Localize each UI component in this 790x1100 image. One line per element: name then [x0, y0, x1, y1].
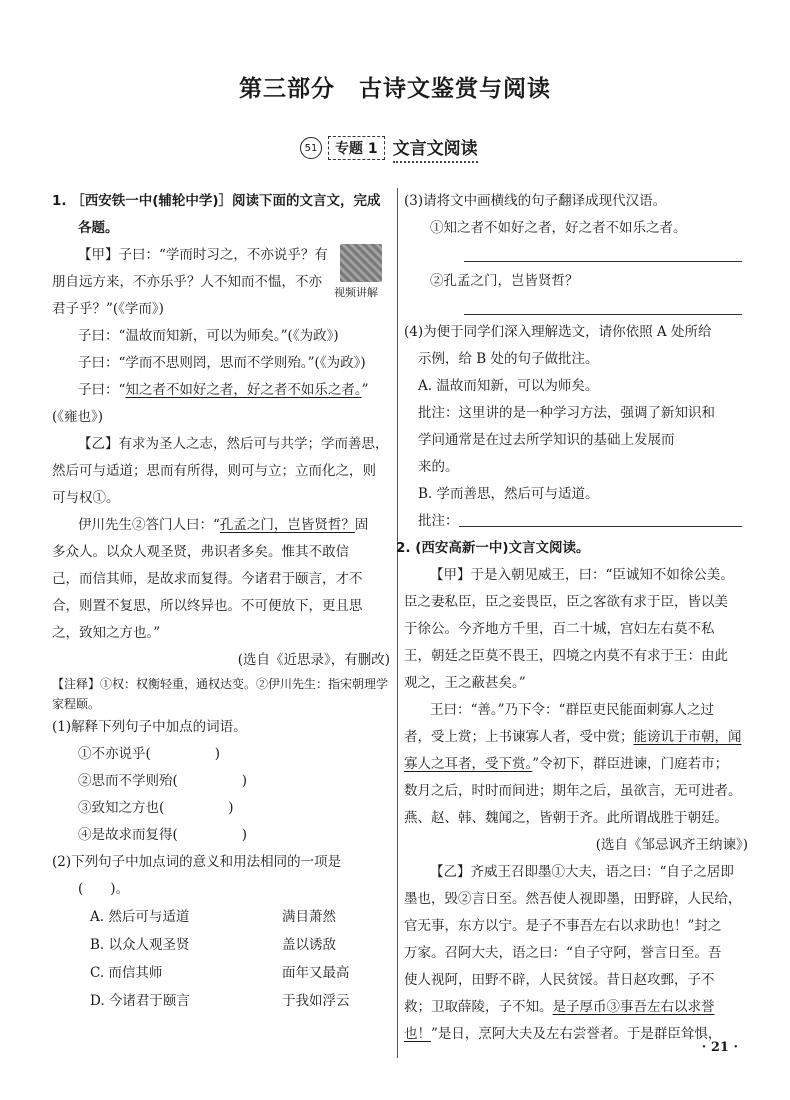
fill-item [52, 741, 390, 768]
page-title: 第三部分 古诗文鉴赏与阅读 [239, 76, 551, 102]
option-row[interactable] [52, 987, 390, 1015]
text: ”令初下，群臣进谏，门庭若市； [532, 756, 729, 772]
annotation: 【注释】①权：权衡轻重，通权达变。②伊川先生：指宋朝理学 [52, 677, 389, 691]
translate-item: ②孔孟之门，岂皆贤哲？ [430, 273, 579, 289]
text: ”是日，烹阿大夫及左右尝誉者。于是群臣耸惧， [431, 1026, 722, 1042]
yi-line: 【乙】有求为圣人之志，然后可与共学；学而善思， [78, 436, 389, 452]
left-column [52, 188, 390, 1015]
text: ③致知之方也( [78, 800, 165, 816]
video-label: 视频讲解 [334, 286, 378, 299]
translate-item: ①知之者不如好之者，好之者不如乐之者。 [430, 220, 687, 236]
text: 固 [354, 517, 369, 533]
text: ) [241, 827, 248, 843]
option-left: C. 而信其师 [90, 965, 163, 981]
yi-line: 使人视阿，田野不辟，人民贫馁。昔日赵攻鄄，子不 [404, 972, 715, 988]
topic-tag: 专题 1 [328, 136, 385, 160]
text: ②思而不学则殆( [78, 773, 178, 789]
text: ①不亦说乎( [78, 746, 151, 762]
fill-item [52, 822, 390, 849]
q1-heading-cont: 各题。 [78, 220, 119, 236]
text: 救；卫取薛陵，子不知。 [404, 999, 553, 1015]
yi-line [404, 994, 748, 1021]
fill-item [52, 795, 390, 822]
jia-line: 臣之妻私臣，臣之妾畏臣，臣之客欲有求于臣，皆以美 [404, 594, 728, 610]
note-a: 学问通常是在过去所学知识的基础上发展而 [418, 432, 675, 448]
jia-line: 【甲】子曰：“学而时习之，不亦说乎？有 [78, 247, 328, 263]
fill-item [52, 768, 390, 795]
option-left: D. 今诸君于颐言 [90, 993, 190, 1009]
underlined-sentence: 寡人之耳者，受下赏。 [404, 756, 533, 772]
note-b [404, 508, 748, 535]
note-a: 来的。 [418, 459, 459, 475]
text: ” [361, 382, 369, 398]
underlined-sentence: 能谤讥于市朝，闻 [633, 729, 742, 745]
jia-line: 燕、赵、韩、魏闻之，皆朝于齐。此所谓战胜于朝廷。 [404, 810, 728, 826]
option-right: 于我如浮云 [282, 993, 350, 1009]
jia-line: 朋自远方来，不亦乐乎？人不知而不愠，不亦 [52, 274, 322, 290]
text: ) [228, 800, 234, 816]
yi-line: 己，而信其师，是故求而复得。今诸君于颐言，才不 [52, 571, 363, 587]
sub-question-3: (3)请将文中画横线的句子翻译成现代汉语。 [404, 193, 667, 209]
jia-line: 子曰：“温故而知新，可以为师矣。”(《为政》) [78, 328, 339, 344]
yi-line: 之，致知之方也。” [52, 625, 161, 641]
answer-line[interactable] [459, 508, 743, 527]
text: ) [214, 746, 221, 762]
video-qr-code[interactable] [340, 244, 382, 282]
jia-line: 王曰：“善。”乃下令：“群臣吏民能面刺寡人之过 [430, 702, 714, 718]
q2-heading: 2. (西安高新一中)文言文阅读。 [396, 540, 590, 556]
jia-line: 数月之后，时时而间进；期年之后，虽欲言，无可进者。 [404, 783, 742, 799]
answer-paren[interactable]: ( )。 [78, 881, 130, 897]
jia-line: (《雍也》) [52, 409, 104, 425]
annotation: 家程颐。 [52, 697, 101, 711]
yi-line [404, 1021, 748, 1048]
q1-heading: 1. ［西安铁一中(辅轮中学)］阅读下面的文言文，完成 [52, 193, 381, 209]
topic-name: 文言文阅读 [393, 134, 478, 163]
jia-line: 于徐公。今齐地方千里，百二十城，宫妇左右莫不私 [404, 621, 715, 637]
sub-question-1: (1)解释下列句子中加点的词语。 [52, 719, 247, 735]
jia-line: 【甲】于是入朝见威王，曰：“臣诚知不如徐公美。 [430, 567, 734, 583]
yi-line: 【乙】齐威王召即墨①大夫，语之曰：“自子之居即 [430, 864, 734, 880]
sub-question-4-cont: 示例，给 B 处的句子做批注。 [418, 351, 599, 367]
option-right: 盖以诱敌 [282, 937, 336, 953]
yi-line: 墨也，毁②言日至。然吾使人视即墨，田野辟，人民给， [404, 891, 742, 907]
yi-line [52, 512, 390, 539]
page-number: · 21 · [701, 1040, 738, 1055]
text: 者，受上赏；上书谏寡人者，受中赏； [404, 729, 634, 745]
option-row[interactable] [52, 903, 390, 931]
text: 子曰：“ [78, 382, 126, 398]
text: 伊川先生②答门人曰：“ [78, 517, 220, 533]
text: 批注： [418, 513, 459, 529]
option-left: B. 以众人观圣贤 [90, 937, 190, 953]
underlined-sentence: 孔孟之门，岂皆贤哲？ [219, 517, 355, 533]
option-left: A. 然后可与适道 [90, 909, 190, 925]
option-right: 面年又最高 [282, 965, 350, 981]
example-a: A. 温故而知新，可以为师矣。 [418, 378, 599, 394]
spacer [404, 295, 748, 313]
option-row[interactable] [52, 931, 390, 959]
sub-question-4: (4)为便于同学们深入理解选文，请你依照 A 处所给 [404, 324, 712, 340]
jia-line: 观之，王之蔽甚矣。” [404, 675, 526, 691]
underlined-sentence: 知之者不如好之者，好之者不如乐之者。 [125, 382, 362, 398]
column-divider [397, 188, 398, 1058]
jia-line [404, 751, 748, 778]
spacer [404, 242, 748, 260]
option-right: 满目萧然 [282, 909, 336, 925]
source-citation: (选自《邹忌讽齐王纳谏》) [595, 837, 748, 853]
right-column [396, 188, 748, 1048]
sub-question-2: (2)下列句子中加点词的意义和用法相同的一项是 [52, 854, 342, 870]
topic-number-badge: 51 [300, 137, 322, 159]
yi-line: 可与权①。 [52, 490, 120, 506]
text: ) [241, 773, 248, 789]
example-b: B. 学而善思，然后可与适道。 [418, 486, 599, 502]
topic-header [300, 134, 478, 162]
jia-line: 王，朝廷之臣莫不畏王，四境之内莫不有求于王：由此 [404, 648, 728, 664]
jia-line: 君子乎？”(《学而》) [52, 301, 164, 317]
jia-line [404, 724, 748, 751]
note-a: 批注：这里讲的是一种学习方法，强调了新知识和 [418, 405, 715, 421]
jia-line [52, 377, 390, 404]
underlined-sentence: 也！ [404, 1026, 431, 1042]
jia-line: 子曰：“学而不思则罔，思而不学则殆。”(《为政》) [78, 355, 366, 371]
yi-line: 然后可与适道；思而有所得，则可与立；立而化之，则 [52, 463, 376, 479]
source-citation: (选自《近思录》，有删改) [237, 652, 390, 668]
text: ④是故求而复得( [78, 827, 178, 843]
yi-line: 万家。召阿大夫，语之曰：“自子守阿，誉言日至。吾 [404, 945, 722, 961]
yi-line: 多众人。以众人观圣贤，弗识者多矣。惟其不敢信 [52, 544, 349, 560]
option-row[interactable] [52, 959, 390, 987]
yi-line: 官无事，东方以宁。是子不事吾左右以求助也！”封之 [404, 918, 722, 934]
underlined-sentence: 是子厚币③事吾左右以求誉 [552, 999, 715, 1015]
yi-line: 合，则置不复思，所以终异也。不可便放下，更且思 [52, 598, 363, 614]
